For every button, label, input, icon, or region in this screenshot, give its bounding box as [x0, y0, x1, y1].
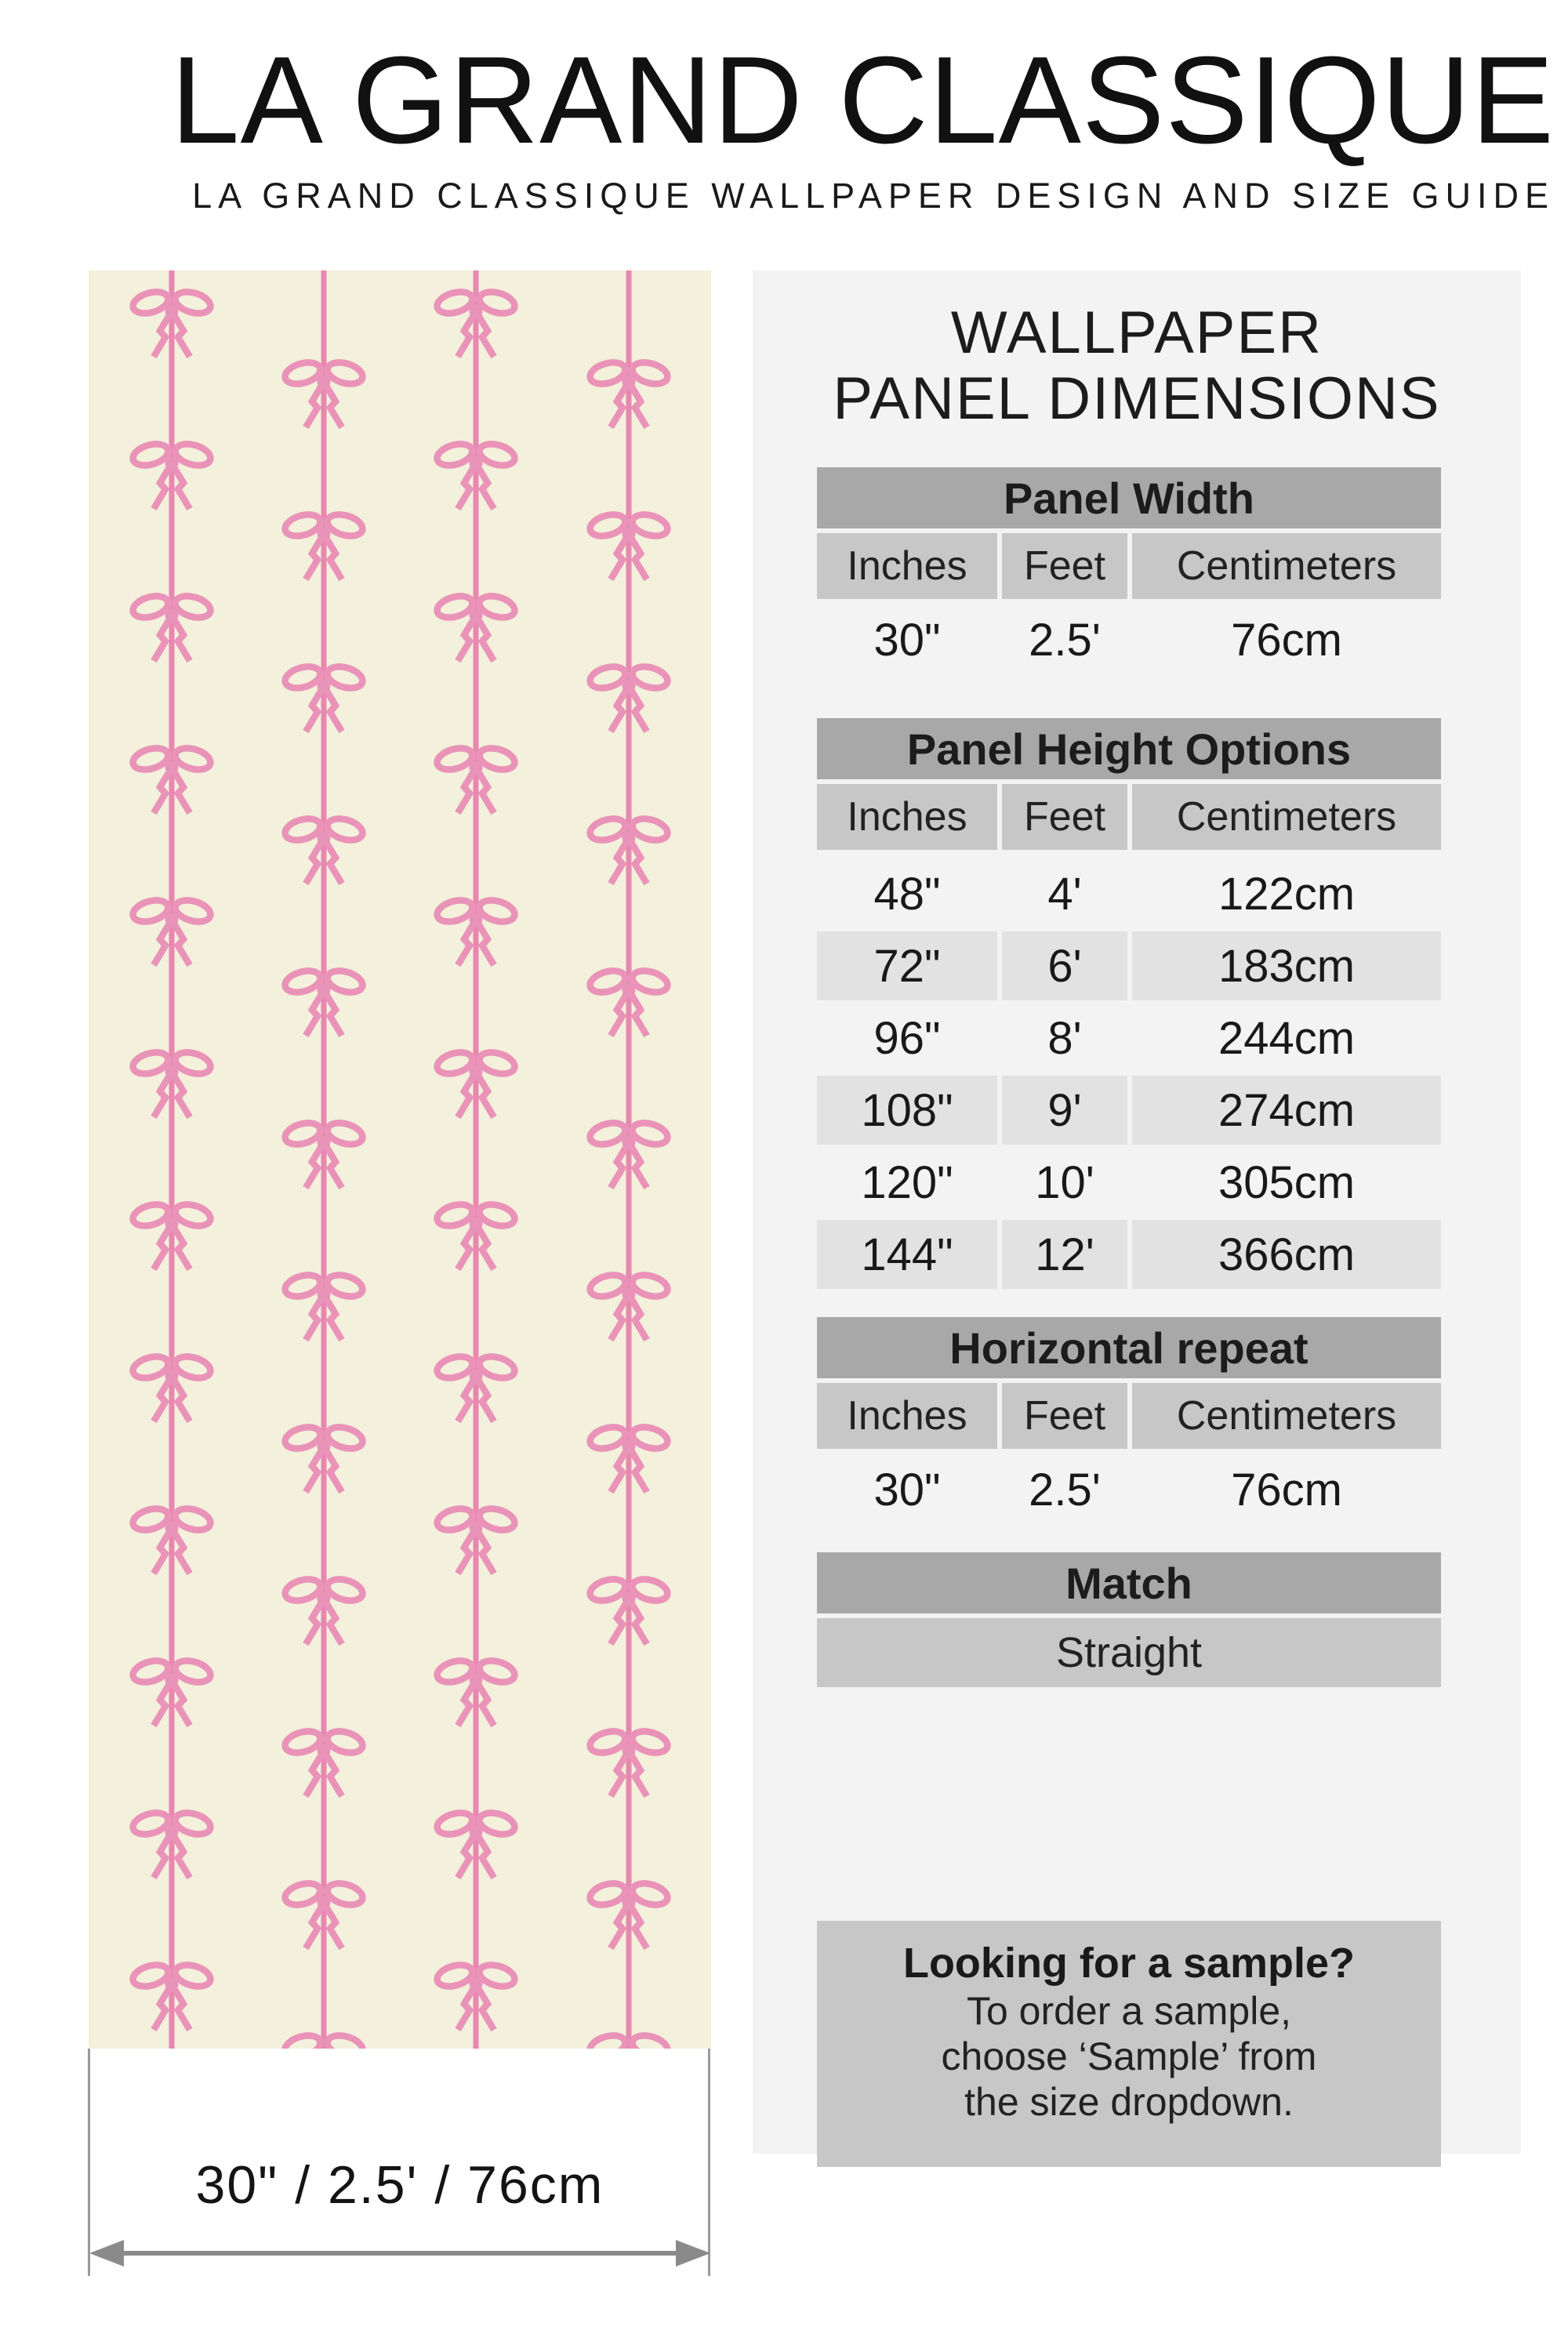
- table-cell: 183cm: [1132, 931, 1441, 1000]
- column-header: Inches: [817, 1383, 997, 1449]
- sample-note-title: Looking for a sample?: [902, 1940, 1356, 1987]
- panel-heading-line2: PANEL DIMENSIONS: [833, 365, 1441, 432]
- panel-heading-line1: WALLPAPER: [950, 299, 1323, 366]
- table-cell: 96": [873, 1012, 941, 1064]
- table-cell: 8': [1047, 1012, 1082, 1064]
- sample-note-line: To order a sample,: [966, 1989, 1292, 2033]
- brand-subtitle: LA GRAND CLASSIQUE WALLPAPER DESIGN AND SIZE GUIDE: [192, 176, 1555, 216]
- panel-height-headers: [817, 784, 1441, 850]
- table-cell: 244cm: [1218, 1012, 1356, 1064]
- table-cell: 274cm: [1132, 1076, 1441, 1145]
- column-header: Centimeters: [1132, 1383, 1441, 1449]
- dimensions-panel: [753, 270, 1521, 2154]
- table-row: [817, 1076, 1441, 1145]
- horizontal-repeat-row: [817, 1455, 1441, 1524]
- table-cell: 30": [873, 1464, 941, 1515]
- table-row: [817, 1004, 1441, 1073]
- sample-note-line: choose ‘Sample’ from: [941, 2034, 1317, 2078]
- table-cell: 48": [873, 868, 941, 920]
- panel-width-row: [817, 605, 1441, 674]
- table-cell: 108": [817, 1076, 997, 1145]
- column-header: Centimeters: [1132, 784, 1441, 850]
- match-title: Match: [817, 1552, 1441, 1613]
- brand-title: LA GRAND CLASSIQUE: [170, 31, 1555, 169]
- table-cell: 122cm: [1218, 868, 1356, 920]
- table-row: [817, 859, 1441, 928]
- wallpaper-swatch-preview: [89, 270, 711, 2049]
- table-cell: 6': [1002, 931, 1127, 1000]
- table-cell: 12': [1002, 1220, 1127, 1289]
- table-cell: 72": [817, 931, 997, 1000]
- table-cell: 76cm: [1231, 1464, 1342, 1515]
- panel-width-title: Panel Width: [817, 467, 1441, 528]
- horizontal-repeat-headers: [817, 1383, 1441, 1449]
- table-cell: 2.5': [1029, 1464, 1101, 1515]
- panel-width-headers: [817, 533, 1441, 599]
- table-cell: 9': [1002, 1076, 1127, 1145]
- column-header: Feet: [1002, 784, 1127, 850]
- column-header: Feet: [1002, 1383, 1127, 1449]
- column-header: Inches: [817, 784, 997, 850]
- width-arrow: [88, 2234, 712, 2272]
- panel-height-title: Panel Height Options: [817, 718, 1441, 779]
- column-header: Feet: [1002, 533, 1127, 599]
- table-row: [817, 931, 1441, 1000]
- table-cell: 144": [817, 1220, 997, 1289]
- table-row: [817, 1148, 1441, 1217]
- table-cell: 10': [1035, 1156, 1094, 1208]
- panel-height-rows: [817, 859, 1441, 1292]
- column-header: Centimeters: [1132, 533, 1441, 599]
- table-cell: 366cm: [1132, 1220, 1441, 1289]
- table-cell: 120": [861, 1156, 953, 1208]
- table-cell: 4': [1047, 868, 1082, 920]
- sample-note-line: the size dropdown.: [964, 2080, 1294, 2124]
- table-cell: 2.5': [1029, 614, 1101, 666]
- swatch-width-label: 30" / 2.5' / 76cm: [195, 2155, 604, 2215]
- match-value: Straight: [817, 1618, 1441, 1687]
- table-row: [817, 1220, 1441, 1289]
- column-header: Inches: [817, 533, 997, 599]
- horizontal-repeat-title: Horizontal repeat: [817, 1317, 1441, 1378]
- table-cell: 30": [873, 614, 941, 666]
- panel-heading: [753, 300, 1521, 432]
- sample-note-box: [817, 1921, 1441, 2167]
- bow-stripe-pattern: [89, 270, 711, 2049]
- table-cell: 305cm: [1218, 1156, 1356, 1208]
- table-cell: 76cm: [1231, 614, 1342, 666]
